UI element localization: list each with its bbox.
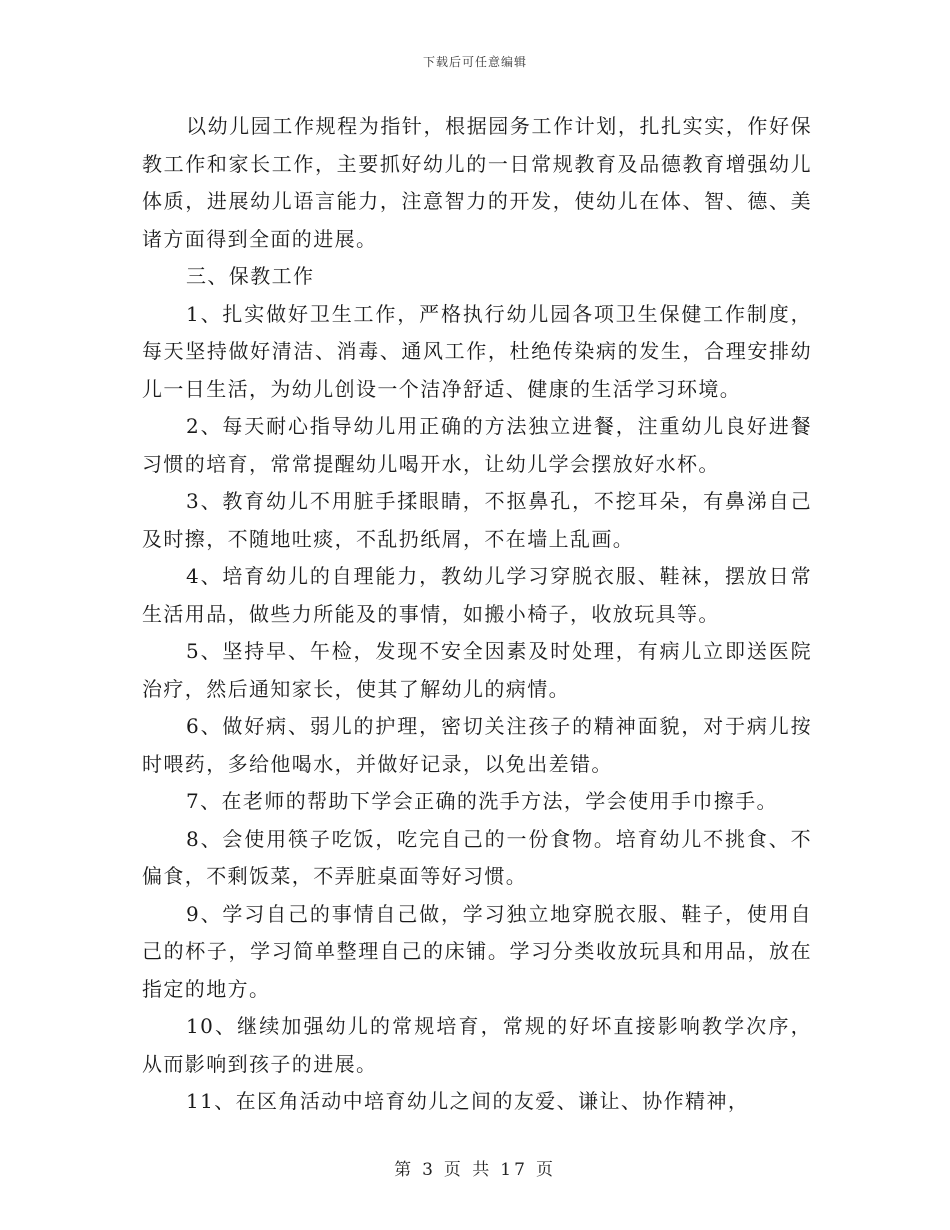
section-heading-care-education: 三、保教工作 (186, 264, 315, 288)
paragraph-item-9: 9、学习自己的事情自己做，学习独立地穿脱衣服、鞋子，使用自己的杯子，学习简单整理自己的床铺。学习分类收放玩具和用品，放在指定的地方。 (142, 901, 812, 1001)
paragraph-item-1: 1、扎实做好卫生工作，严格执行幼儿园各项卫生保健工作制度，每天坚持做好清洁、消毒、通风工作，杜绝传染病的发生，合理安排幼儿一日生活，为幼儿创设一个洁净舒适、健康的生活学习环境。 (142, 301, 812, 401)
paragraph-item-7: 7、在老师的帮助下学会正确的洗手方法，学会使用手巾擦手。 (186, 789, 778, 813)
paragraph-item-4: 4、培育幼儿的自理能力，教幼儿学习穿脱衣服、鞋袜，摆放日常生活用品，做些力所能及的事情，如搬小椅子，收放玩具等。 (142, 564, 812, 626)
current-page-number: 3 (422, 1160, 436, 1180)
paragraph-item-10: 10、继续加强幼儿的常规培育，常规的好坏直接影响教学次序，从而影响到孩子的进展。 (142, 1014, 812, 1076)
document-body (142, 108, 812, 1121)
paragraph-item-2: 2、每天耐心指导幼儿用正确的方法独立进餐，注重幼儿良好进餐习惯的培育，常常提醒幼儿喝开水，让幼儿学会摆放好水杯。 (142, 414, 812, 476)
footer-prefix: 第 (394, 1160, 415, 1180)
paragraph-item-3: 3、教育幼儿不用脏手揉眼睛，不抠鼻孔，不挖耳朵，有鼻涕自己及时擦，不随地吐痰，不乱扔纸屑，不在墙上乱画。 (142, 489, 812, 551)
paragraph-item-11: 11、在区角活动中培育幼儿之间的友爱、谦让、协作精神， (186, 1089, 750, 1113)
paragraph-item-6: 6、做好病、弱儿的护理，密切关注孩子的精神面貌，对于病儿按时喂药，多给他喝水，并做好记录，以免出差错。 (142, 714, 812, 776)
footer-suffix: 页 (535, 1160, 556, 1180)
total-page-count: 17 (500, 1160, 528, 1180)
page-header-note: 下载后可任意编辑 (422, 55, 527, 69)
paragraph-item-5: 5、坚持早、午检，发现不安全因素及时处理，有病儿立即送医院治疗，然后通知家长，使其了解幼儿的病情。 (142, 639, 812, 701)
paragraph-item-8: 8、会使用筷子吃饭，吃完自己的一份食物。培育幼儿不挑食、不偏食，不剩饭菜，不弄脏桌面等好习惯。 (142, 826, 812, 888)
page-number-footer (0, 1155, 950, 1180)
paragraph-intro: 以幼儿园工作规程为指针，根据园务工作计划，扎扎实实，作好保教工作和家长工作，主要抓好幼儿的一日常规教育及品德教育增强幼儿体质，进展幼儿语言能力，注意智力的开发，使幼儿在体、智、德、美诸方面得到全面的进展。 (142, 114, 812, 251)
footer-middle: 页 共 (443, 1160, 493, 1180)
